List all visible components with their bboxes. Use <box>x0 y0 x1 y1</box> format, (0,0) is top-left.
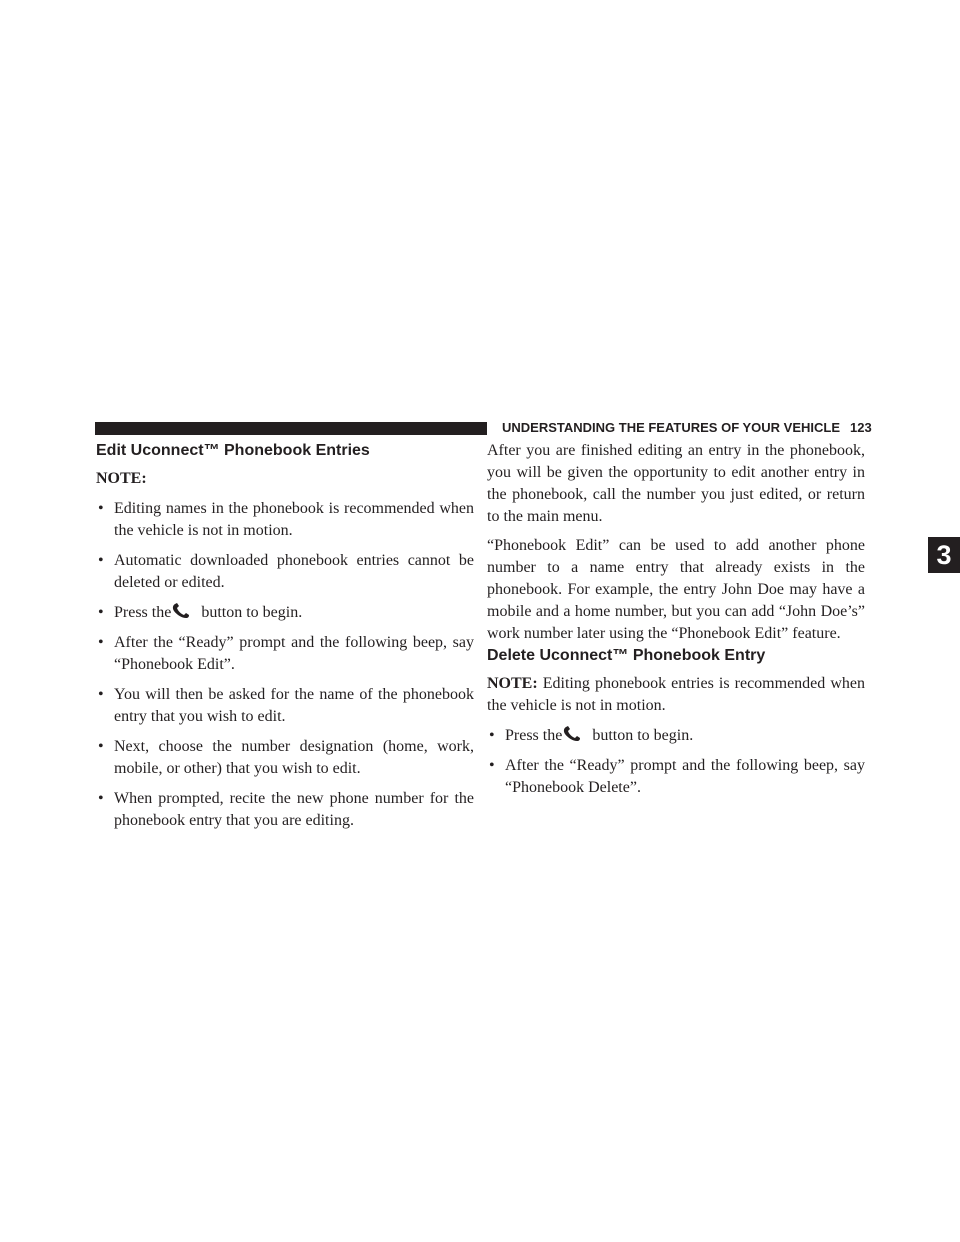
delete-section-heading: Delete Uconnect™ Phonebook Entry <box>487 647 766 664</box>
chapter-tab: 3 <box>928 537 960 573</box>
header-title: UNDERSTANDING THE FEATURES OF YOUR VEHICLE <box>502 420 841 435</box>
edit-section-heading: Edit Uconnect™ Phonebook Entries <box>96 442 370 459</box>
delete-note-text: Editing phonebook entries is recommended when the vehicle is not in motion. <box>487 675 866 714</box>
phone-icon <box>562 726 592 742</box>
delete-steps-list <box>487 725 865 799</box>
header-rule <box>95 422 487 435</box>
running-header <box>502 419 872 437</box>
list-item: • After the “Ready” prompt and the following beep, say “Phonebook Delete”. <box>489 757 865 796</box>
edit-steps-list <box>96 498 474 832</box>
edit-note-label: NOTE: <box>96 470 147 487</box>
edit-example-paragraph: “Phonebook Edit” can be used to add another phone number to a name entry that already exists in the phonebook. For example, the entry John Doe may have a mobile and a home number, but you can add “John Doe’s” work number later using the “Phonebook Edit” feature. <box>487 537 865 642</box>
left-column <box>96 440 474 840</box>
list-item: • After the “Ready” prompt and the following beep, say “Phonebook Edit”. <box>98 634 474 673</box>
page-number: 123 <box>850 420 872 435</box>
list-item: • When prompted, recite the new phone number for the phonebook entry that you are editing. <box>98 790 474 829</box>
list-item: • You will then be asked for the name of the phonebook entry that you wish to edit. <box>98 686 474 725</box>
delete-section <box>487 645 865 807</box>
delete-note-label: NOTE: <box>487 675 538 692</box>
phone-icon <box>171 603 201 619</box>
right-column <box>487 440 865 652</box>
list-item: • Editing names in the phonebook is recommended when the vehicle is not in motion. <box>98 500 474 539</box>
list-item: • Next, choose the number designation (home, work, mobile, or other) that you wish to edit. <box>98 738 474 777</box>
list-item: • Press the button to begin. <box>98 604 303 621</box>
edit-after-paragraph: After you are finished editing an entry in the phonebook, you will be given the opportunity to edit another entry in the phonebook, call the number you just edited, or return to the main menu. <box>487 442 865 525</box>
list-item: • Automatic downloaded phonebook entries cannot be deleted or edited. <box>98 552 474 591</box>
list-item: • Press the button to begin. <box>489 727 694 744</box>
